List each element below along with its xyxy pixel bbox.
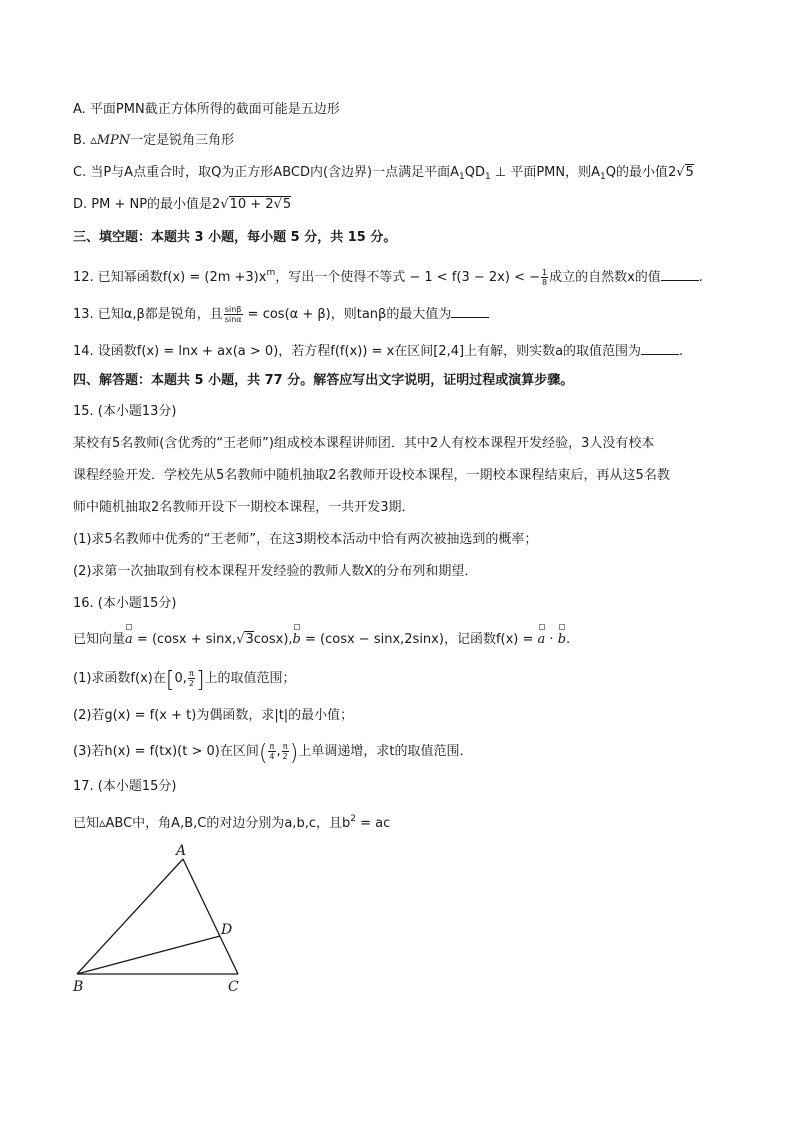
answer-blank-14 (641, 342, 679, 355)
label-b: B (73, 979, 84, 995)
q17-heading: 17. (本小题15分) (73, 779, 177, 794)
q15-paragraph-line-2: 课程经验开发．学校先从5名教师中随机抽取2名教师开设校本课程，一期校本课程结束后，再从这5名教 (73, 468, 670, 483)
question-14: 14. 设函数f(x) = lnx + ax(a > 0)，若方程f(f(x)) = x在区间[2,4]上有解，则实数a的取值范围为 . (73, 344, 684, 359)
question-13: 13. 已知α,β都是锐角，且 $\frac{\sin\beta}{\sin\alpha}$ = cos(α + β)，则tanβ的最大值为 (73, 305, 734, 325)
q17-statement: 已知▵ABC中，角A,B,C的对边分别为a,b,c，且$b^2$ = ac (73, 814, 391, 831)
section-3-heading: 三、填空题：本题共 3 小题，每小题 5 分，共 15 分。 (73, 230, 397, 245)
q15-heading: 15. (本小题13分) (73, 404, 177, 419)
q16-statement: 已知向量a = (cosx + sinx,√3cosx),b = (cosx − sinx,2sinx)，记函数f(x) = a · b. (73, 630, 734, 650)
q16-heading: 16. (本小题15分) (73, 596, 177, 611)
section-4-heading: 四、解答题：本题共 5 小题，共 77 分。解答应写出文字说明，证明过程或演算步骤。 (73, 373, 574, 388)
q11-option-a: A. 平面PMN截正方体所得的截面可能是五边形 (73, 102, 340, 117)
q15-paragraph-line-3: 师中随机抽取2名教师开设下一期校本课程，一共开发3期． (73, 500, 415, 515)
q16-subquestion-2: (2)若g(x) = f(x + t)为偶函数，求|t|的最小值； (73, 708, 354, 723)
answer-blank-12 (661, 268, 699, 281)
side-ab (77, 859, 183, 974)
segment-bd (77, 936, 220, 974)
q11-option-b: B. ▵MPN一定是锐角三角形 (73, 133, 235, 148)
label-a: A (176, 843, 187, 859)
answer-blank-13 (451, 305, 489, 318)
q11-option-d: D. PM + NP的最小值是2√10 + 2√5 (73, 197, 292, 212)
q16-subquestion-1: (1)求函数f(x)在[0, $\frac{\pi}{2}$ ]上的取值范围； (73, 668, 296, 693)
q15-subquestion-2: (2)求第一次抽取到有校本课程开发经验的教师人数X的分布列和期望． (73, 564, 478, 579)
side-ac (183, 859, 238, 974)
q15-subquestion-1: (1)求5名教师中优秀的“王老师”，在这3期校本活动中恰有两次被抽选到的概率； (73, 532, 538, 547)
question-12: 12. 已知幂函数$f(x) = (2m +3)x^m$，写出一个使得不等式 − 1 < f(3 − 2x) < − $\frac{1}{8}$ 成立的自然数x的值 . (73, 268, 703, 287)
label-d: D (221, 922, 233, 938)
q15-paragraph-line-1: 某校有5名教师(含优秀的“王老师”)组成校本课程讲师团．其中2人有校本课程开发经验，3人没有校本 (73, 436, 655, 451)
q11-option-c: C. 当P与A点重合时，取Q为正方形ABCD内(含边界)一点满足平面$A_1QD_1$ ⊥ 平面PMN，则$A_1Q$的最小值2√5 (73, 165, 694, 182)
label-c: C (228, 979, 239, 995)
q16-subquestion-3: (3)若h(x) = f(tx)(t > 0)在区间( $\frac{\pi}{4}$ , $\frac{\pi}{2}$ )上单调递增，求t的取值范围． (73, 741, 473, 766)
triangle-figure (60, 838, 260, 998)
